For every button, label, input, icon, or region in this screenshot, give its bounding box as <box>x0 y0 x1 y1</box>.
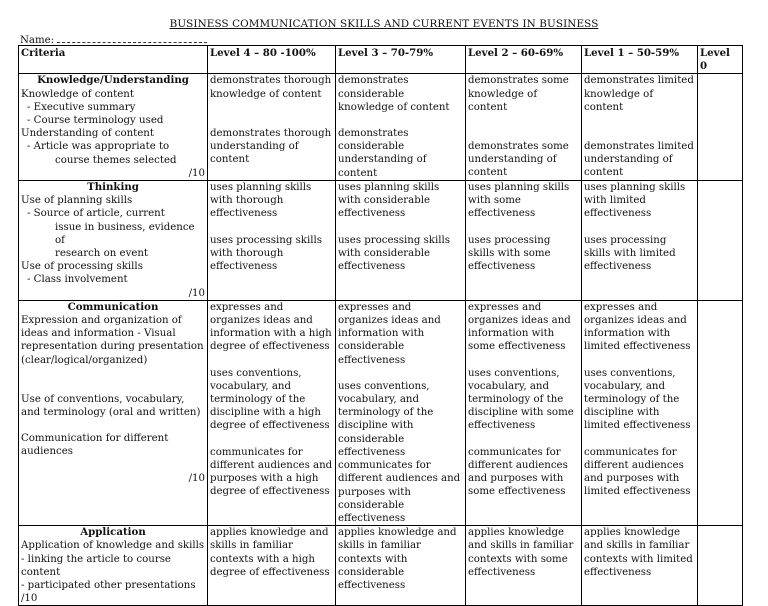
row-thinking <box>19 181 743 301</box>
communication-l2-b: uses conventions, vocabulary, and terminology of the discipline with some effectiveness <box>468 367 574 432</box>
thinking-l2-b: uses processing skills with some effectiveness <box>468 234 551 273</box>
communication-line-1: Expression and organization of ideas and information - Visual representation during presentation (clear/logical/organized) <box>21 315 204 366</box>
knowledge-l1-b: demonstrates limited understanding of content <box>584 141 694 179</box>
thinking-bullet-1c: research on event <box>55 248 149 260</box>
thinking-line-2: Use of processing skills <box>21 261 143 273</box>
knowledge-line-1: Knowledge of content <box>21 88 134 100</box>
thinking-l1-a: uses planning skills with limited effectiveness <box>584 182 686 220</box>
communication-level-0 <box>698 300 743 525</box>
communication-level-4 <box>208 300 336 525</box>
thinking-bullet-1b: issue in business, evidence of <box>55 221 195 246</box>
name-blank-line[interactable] <box>57 33 207 43</box>
name-label: Name: <box>20 35 55 46</box>
criteria-thinking <box>19 181 208 301</box>
communication-l1-b: uses conventions, vocabulary, and terminology of the discipline with limited effectiveness <box>584 367 691 432</box>
knowledge-level-4 <box>208 74 336 181</box>
knowledge-l4-b: demonstrates thorough understanding of content <box>210 127 332 166</box>
communication-score: /10 <box>188 472 205 484</box>
communication-line-2: Use of conventions, vocabulary, and terminology (oral and written) <box>21 393 201 419</box>
thinking-l4-a: uses planning skills with thorough effectiveness <box>210 182 312 220</box>
communication-level-2 <box>466 300 582 525</box>
knowledge-bullet-3b: course themes selected <box>55 154 177 166</box>
knowledge-bullet-3a: - Article was appropriate to <box>27 141 170 153</box>
communication-l1-c: communicates for different audiences and purposes with limited effectiveness <box>584 446 691 498</box>
application-l3: applies knowledge and skills in familiar contexts with considerable effectiveness <box>338 527 457 591</box>
thinking-level-3 <box>336 181 466 301</box>
header-level-2: Level 2 – 60-69% <box>466 46 582 74</box>
communication-l3-b: uses conventions, vocabulary, and terminology of the discipline with considerable effectiveness <box>338 380 434 458</box>
knowledge-l4-a: demonstrates thorough knowledge of content <box>210 75 332 100</box>
communication-level-1 <box>582 300 698 525</box>
header-row <box>19 46 743 74</box>
knowledge-l2-b: demonstrates some understanding of content <box>468 141 569 179</box>
knowledge-level-1 <box>582 74 698 181</box>
thinking-l3-b: uses processing skills with considerable effectiveness <box>338 234 450 273</box>
application-line-2: - participated other presentations <box>21 579 196 591</box>
rubric-table <box>18 45 743 606</box>
communication-l4-b: uses conventions, vocabulary, and terminology of the discipline with a high degree of effectiveness <box>210 367 330 432</box>
knowledge-bullet-1: - Executive summary <box>27 101 136 113</box>
header-level-3: Level 3 – 70-79% <box>336 46 466 74</box>
thinking-l3-a: uses planning skills with considerable effectiveness <box>338 182 440 220</box>
knowledge-title: Knowledge/Understanding <box>37 74 189 87</box>
thinking-level-2 <box>466 181 582 301</box>
communication-l2-c: communicates for different audiences and purposes with some effectiveness <box>468 446 568 498</box>
header-level-0: Level 0 <box>698 46 743 74</box>
knowledge-l1-a: demonstrates limited knowledge of content <box>584 75 694 113</box>
thinking-level-4 <box>208 181 336 301</box>
knowledge-score: /10 <box>188 167 205 179</box>
communication-l2-a: expresses and organizes ideas and information with some effectiveness <box>468 301 571 353</box>
communication-title: Communication <box>67 300 159 313</box>
communication-l4-c: communicates for different audiences and purposes with a high degree of effectiveness <box>210 446 333 498</box>
knowledge-level-0 <box>698 74 743 181</box>
knowledge-level-2 <box>466 74 582 181</box>
knowledge-l2-a: demonstrates some knowledge of content <box>468 75 569 113</box>
communication-level-3 <box>336 300 466 525</box>
header-level-4: Level 4 – 80 -100% <box>208 46 336 74</box>
row-knowledge <box>19 74 743 181</box>
knowledge-line-2: Understanding of content <box>21 128 154 140</box>
header-criteria: Criteria <box>19 46 208 74</box>
application-l2: applies knowledge and skills in familiar contexts with some effectiveness <box>468 527 574 578</box>
communication-line-3: Communication for different audiences <box>21 433 169 458</box>
criteria-knowledge <box>19 74 208 181</box>
thinking-level-1 <box>582 181 698 301</box>
thinking-level-0 <box>698 181 743 301</box>
document-title: BUSINESS COMMUNICATION SKILLS AND CURRENT EVENTS IN BUSINESS <box>169 18 599 30</box>
communication-l1-a: expresses and organizes ideas and information with limited effectiveness <box>584 301 691 353</box>
communication-l3-c: communicates for different audiences and purposes with considerable effectiveness <box>338 460 461 524</box>
knowledge-bullet-2: - Course terminology used <box>27 115 164 127</box>
application-line-1: Application of knowledge and skills - linking the article to course content <box>21 540 205 578</box>
row-communication <box>19 300 743 525</box>
thinking-l1-b: uses processing skills with limited effectiveness <box>584 234 676 273</box>
thinking-l2-a: uses planning skills with some effectiveness <box>468 182 570 220</box>
thinking-title: Thinking <box>87 181 139 194</box>
application-title: Application <box>80 526 146 539</box>
knowledge-l3-b: demonstrates considerable understanding of content <box>338 128 427 179</box>
communication-l3-a: expresses and organizes ideas and information with considerable effectiveness <box>338 301 441 366</box>
knowledge-level-3 <box>336 74 466 181</box>
thinking-bullet-2: - Class involvement <box>27 274 128 286</box>
thinking-line-1: Use of planning skills <box>21 195 133 207</box>
application-score: /10 <box>21 593 38 605</box>
thinking-l4-b: uses processing skills with thorough effectiveness <box>210 234 322 273</box>
thinking-score: /10 <box>188 287 205 299</box>
communication-l4-a: expresses and organizes ideas and information with a high degree of effectiveness <box>210 301 332 353</box>
application-l4: applies knowledge and skills in familiar contexts with a high degree of effectiveness <box>210 527 330 578</box>
thinking-bullet-1a: - Source of article, current <box>27 208 165 220</box>
application-l1: applies knowledge and skills in familiar contexts with limited effectiveness <box>584 527 693 578</box>
criteria-communication <box>19 300 208 525</box>
knowledge-l3-a: demonstrates considerable knowledge of content <box>338 75 450 113</box>
header-level-1: Level 1 – 50-59% <box>582 46 698 74</box>
